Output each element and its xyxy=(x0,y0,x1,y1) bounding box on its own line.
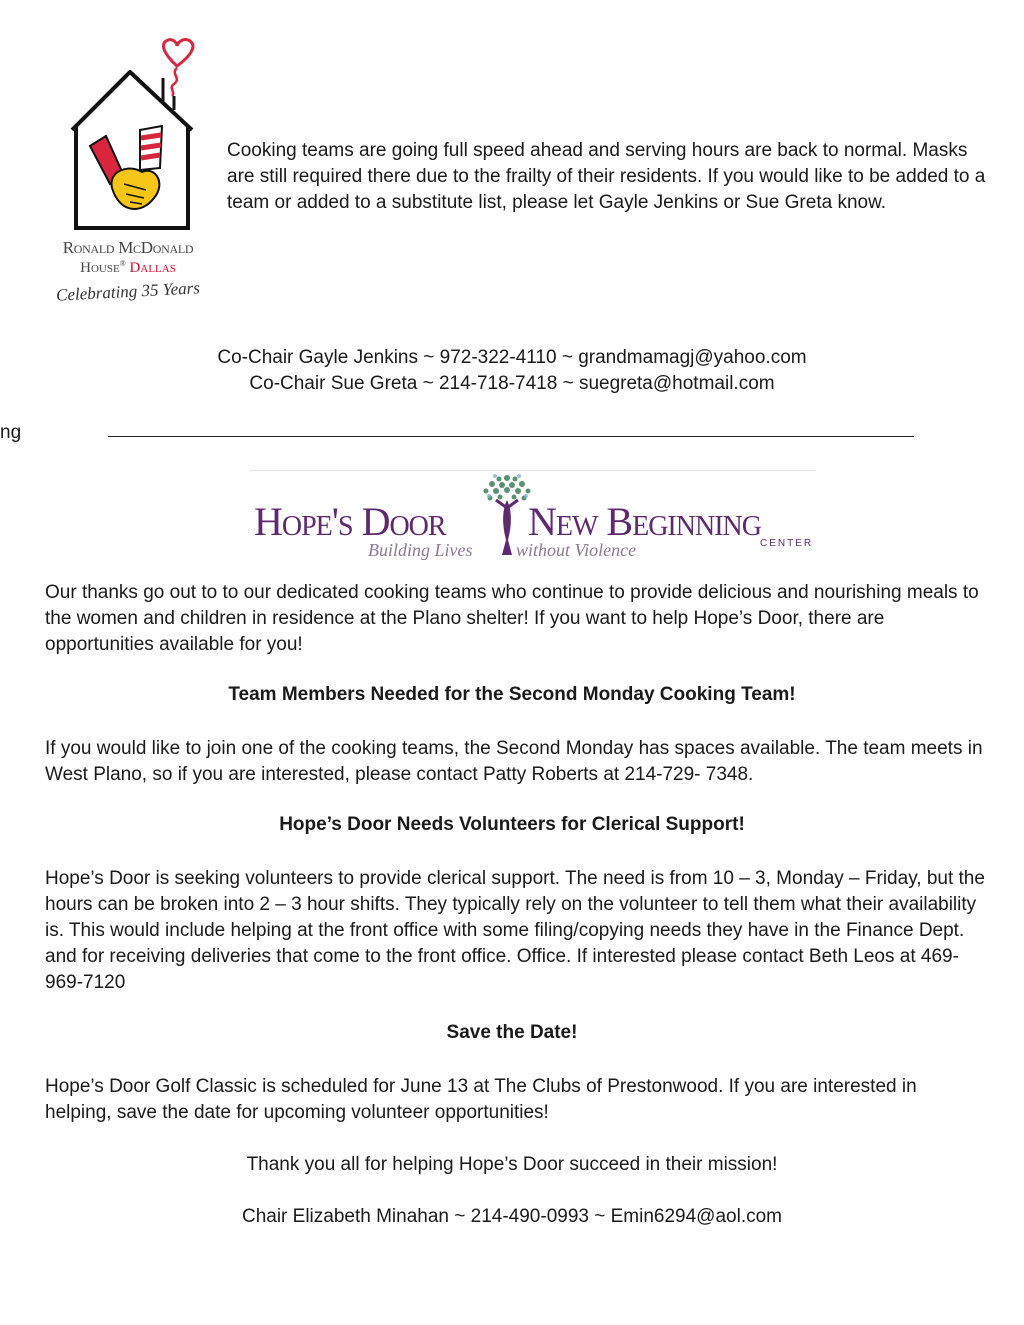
golf-classic-paragraph: Hope’s Door Golf Classic is scheduled for June 13 at The Clubs of Prestonwood. If you are interested in helping, save the date for upcoming volunteer opportunities! xyxy=(45,1076,917,1123)
rmh-logo-dallas: Dallas xyxy=(129,260,176,276)
rmh-logo-name: Ronald McDonald xyxy=(62,238,194,257)
clerical-support-paragraph: Hope’s Door is seeking volunteers to provide clerical support. The need is from 10 – 3, Monday – Friday, but the hours can be broken into 2 – 3 hour shifts. They typically rely on the volunteer to tell them what their availability is. This would include helping at the front office with some filing/copying needs they have in the Finance Dept. and for receiving deliveries that come to the front office. Office. If interested please contact Beth Leos at 469-969-7120 xyxy=(45,868,985,993)
cochair-contact: Co-Chair Gayle Jenkins ~ 972-322-4110 ~ grandmamagj@yahoo.com xyxy=(217,347,807,368)
rmh-logo-city xyxy=(42,259,214,277)
logo-tagline-left: Building Lives xyxy=(368,540,473,560)
section-divider xyxy=(108,436,914,437)
new-beginning-wordmark: New Beginning xyxy=(528,499,761,544)
rmh-logo xyxy=(42,38,214,323)
edge-text-fragment: ng xyxy=(0,422,22,443)
rmh-logo-tagline: Celebrating 35 Years xyxy=(55,278,201,305)
cooking-team-heading: Team Members Needed for the Second Monday Cooking Team! xyxy=(228,684,796,705)
thank-you-line: Thank you all for helping Hope’s Door succeed in their mission! xyxy=(246,1154,778,1175)
hopes-door-logo xyxy=(250,470,820,565)
logo-center-word: CENTER xyxy=(760,538,814,549)
hopes-door-intro: Our thanks go out to to our dedicated cooking teams who continue to provide delicious and nourishing meals to the women and children in residence at the Plano shelter! If you want to help Hope’s Door, there are opportunities available for you! xyxy=(45,582,979,655)
clerical-support-heading: Hope’s Door Needs Volunteers for Clerical Support! xyxy=(279,814,745,835)
rmh-logo-house-word: House xyxy=(80,260,120,276)
cochair-contact: Co-Chair Sue Greta ~ 214-718-7418 ~ suegreta@hotmail.com xyxy=(249,373,775,394)
rmh-paragraph: Cooking teams are going full speed ahead and serving hours are back to normal. Masks are still required there due to the frailty of their residents. If you would like to be added to a team or added to a substitute list, please let Gayle Jenkins or Sue Greta know. xyxy=(227,140,986,213)
logo-tagline-right: without Violence xyxy=(516,540,637,560)
save-the-date-heading: Save the Date! xyxy=(446,1022,578,1043)
chair-contact: Chair Elizabeth Minahan ~ 214-490-0993 ~ Emin6294@aol.com xyxy=(241,1206,782,1227)
cooking-team-paragraph: If you would like to join one of the cooking teams, the Second Monday has spaces available. The team meets in West Plano, so if you are interested, please contact Patty Roberts at 214-729- 7348. xyxy=(45,738,983,785)
hopes-door-wordmark: Hope's Door xyxy=(254,499,446,544)
rmh-logo-registered-mark: ® xyxy=(119,259,126,268)
rmh-house-icon xyxy=(42,38,214,238)
